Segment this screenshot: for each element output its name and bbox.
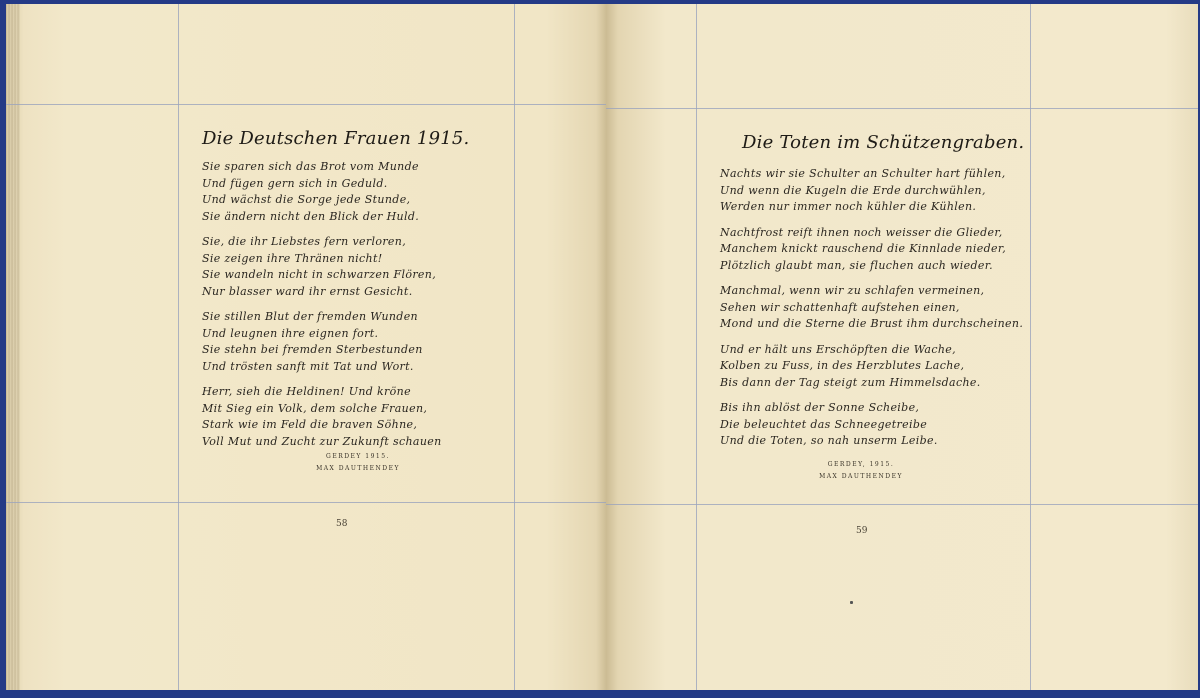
poem-line: Manchem knickt rauschend die Kinnlade nieder, [720,242,1007,255]
poem-line: Und er hält uns Erschöpften die Wache, [720,342,956,356]
poem-title: Die Toten im Schützengraben. [742,132,1025,153]
poem-line: Sie stehn bei fremden Sterbestunden [202,343,423,356]
poem-body [720,166,1023,459]
poem-line: Sie zeigen ihre Thränen nicht! [202,251,383,265]
right-page [606,4,1198,690]
poem-line: Und fügen gern sich in Geduld. [202,176,388,190]
author-name: MAX DAUTHENDEY [316,465,400,472]
stanza [720,342,1023,392]
page-number: 59 [856,526,868,536]
poem-line: Sie sparen sich das Brot vom Munde [202,160,419,173]
grid-line [696,4,697,690]
poem-line: Mit Sieg ein Volk, dem solche Frauen, [202,401,428,415]
page-edges [6,4,20,690]
stanza [202,234,442,300]
grid-line [606,108,1198,109]
poem-line: Voll Mut und Zucht zur Zukunft schauen [202,434,442,448]
poem-title: Die Deutschen Frauen 1915. [202,128,470,149]
poem-line: Sie, die ihr Liebstes fern verloren, [202,235,407,248]
poem-line: Bis ihn ablöst der Sonne Scheibe, [720,401,920,414]
poem-line: Mond und die Sterne die Brust ihm durchscheinen. [720,317,1024,330]
poem-line: Sie wandeln nicht in schwarzen Flören, [202,268,437,281]
stanza [202,384,442,450]
stanza [720,400,1023,450]
stanza [720,225,1023,275]
poem-line: Und wächst die Sorge jede Stunde, [202,193,411,206]
author-name: MAX DAUTHENDEY [819,473,903,480]
grid-line [606,504,1198,505]
poem-line: Und trösten sanft mit Tat und Wort. [202,359,414,373]
signature-block [298,451,418,475]
poem-line: Sehen wir schattenhaft aufstehen einen, [720,300,960,314]
grid-line [178,4,179,690]
poem-line: Nur blasser ward ihr ernst Gesicht. [202,284,413,298]
poem-line: Manchmal, wenn wir zu schlafen vermeinen, [720,284,985,297]
poem-line: Nachtfrost reift ihnen noch weisser die Glieder, [720,225,1003,239]
poem-line: Plötzlich glaubt man, sie fluchen auch wieder. [720,258,993,272]
stanza [202,309,442,375]
poem-line: Werden nur immer noch kühler die Kühlen. [720,200,977,213]
place-date: GERDEY 1915. [326,453,390,460]
poem-line: Nachts wir sie Schulter an Schulter hart fühlen, [720,167,1006,180]
poem-line: Sie stillen Blut der fremden Wunden [202,310,418,323]
stanza [720,283,1023,333]
grid-line [6,502,606,503]
poem-line: Sie ändern nicht den Blick der Huld. [202,209,420,223]
poem-line: Und die Toten, so nah unserm Leibe. [720,434,938,447]
poem-body [202,159,442,459]
stanza [720,166,1023,216]
poem-line: Die beleuchtet das Schneegetreibe [720,417,928,431]
place-date: GERDEY, 1915. [827,461,895,468]
grid-line [6,104,606,105]
signature-block [801,459,921,483]
poem-line: Herr, sieh die Heldinen! Und kröne [202,385,411,398]
grid-line [1030,4,1031,690]
grid-line [514,4,515,690]
poem-line: Stark wie im Feld die braven Söhne, [202,418,418,431]
poem-line: Kolben zu Fuss, in des Herzblutes Lache, [720,359,965,372]
stanza [202,159,442,225]
page-number: 58 [336,519,348,529]
poem-line: Bis dann der Tag steigt zum Himmelsdache. [720,375,981,389]
left-page [6,4,606,690]
open-book [6,4,1198,690]
poem-line: Und leugnen ihre eignen fort. [202,326,379,340]
poem-line: Und wenn die Kugeln die Erde durchwühlen, [720,183,986,197]
ink-speck [850,601,853,604]
